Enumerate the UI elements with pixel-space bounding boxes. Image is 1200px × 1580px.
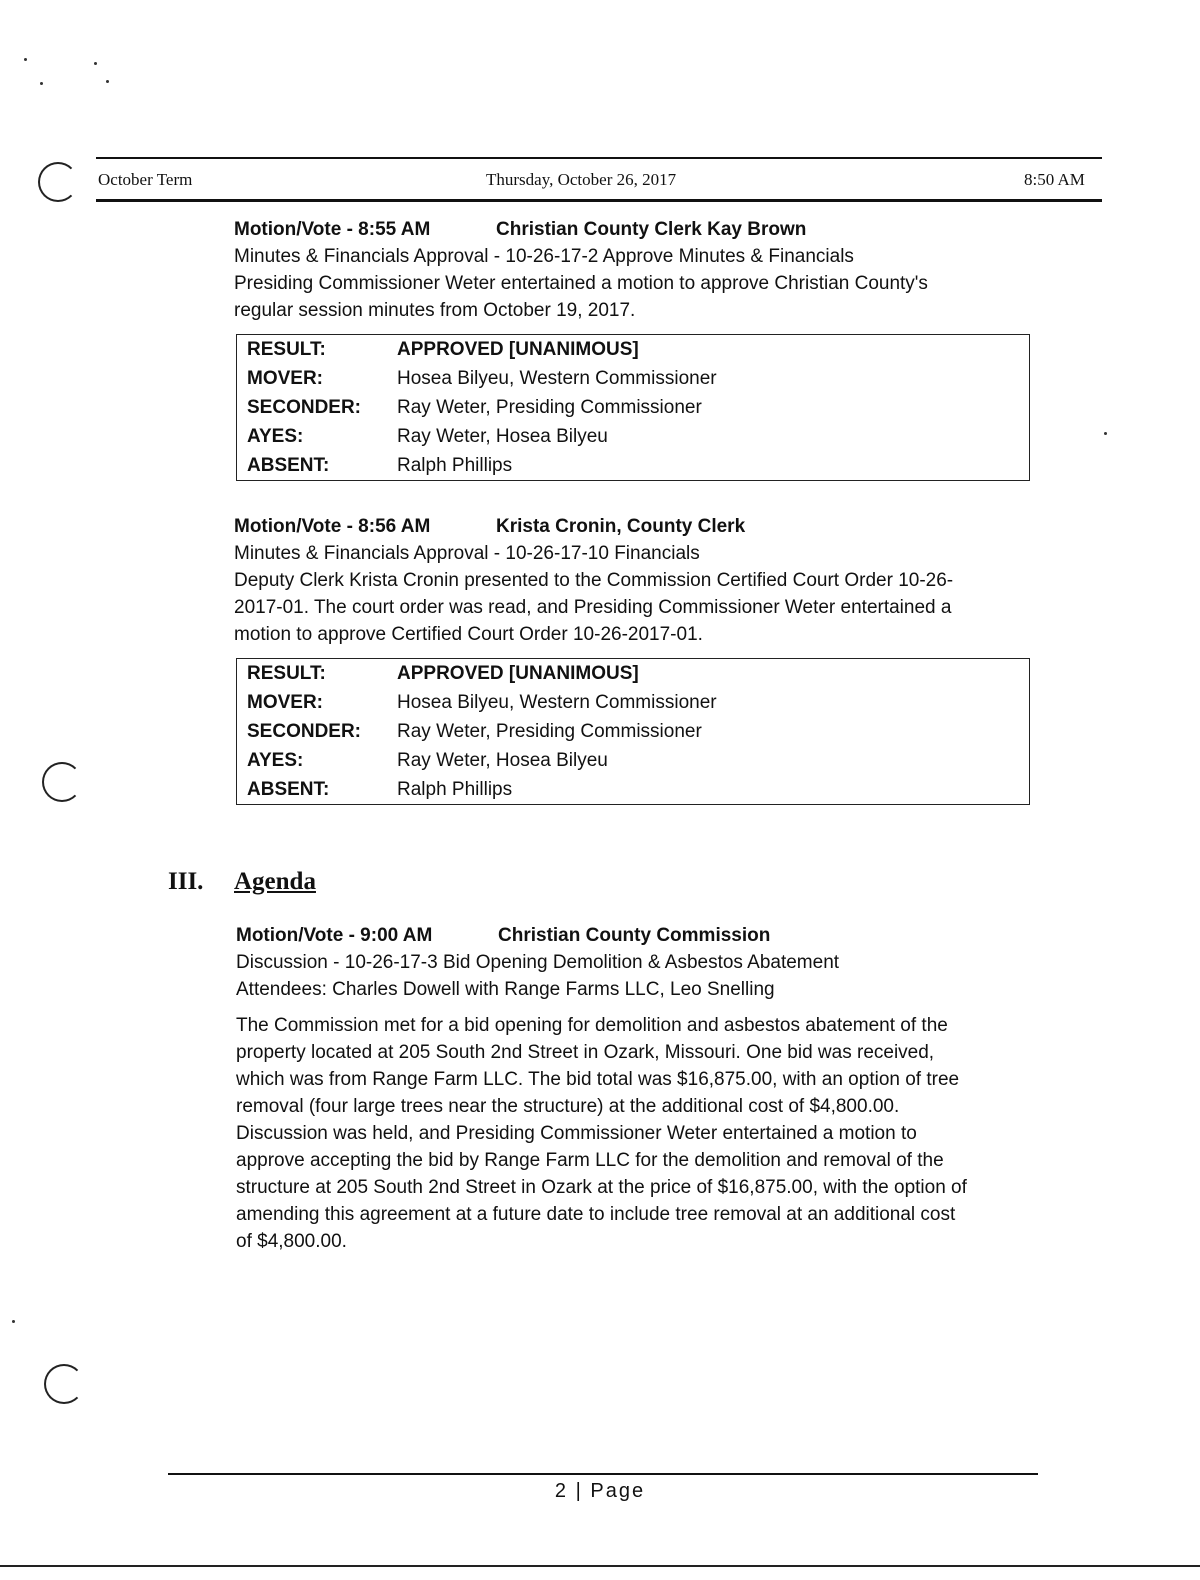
vote-ayes: Ray Weter, Hosea Bilyeu: [397, 750, 608, 771]
motion-time: Motion/Vote - 9:00 AM: [236, 925, 433, 946]
motion-time: Motion/Vote - 8:55 AM: [234, 219, 431, 240]
motion-presenter: Christian County Clerk Kay Brown: [496, 219, 807, 240]
vote-seconder: Ray Weter, Presiding Commissioner: [397, 397, 702, 418]
vote-absent: Ralph Phillips: [397, 779, 513, 800]
vote-table-2: [236, 658, 1030, 805]
paragraph-line: of $4,800.00.: [236, 1231, 347, 1252]
vote-row-absent: [237, 775, 1030, 805]
vote-label: AYES:: [247, 426, 304, 447]
header-time: 8:50 AM: [1024, 170, 1085, 189]
motion-text-line: Attendees: Charles Dowell with Range Farms LLC, Leo Snelling: [236, 979, 775, 1000]
vote-label: MOVER:: [247, 692, 323, 713]
paragraph-line: Discussion was held, and Presiding Commissioner Weter entertained a motion to: [236, 1123, 917, 1144]
paragraph-line: structure at 205 South 2nd Street in Ozark at the price of $16,875.00, with the option of: [236, 1177, 967, 1198]
header-term: October Term: [98, 170, 193, 189]
header-rule-bottom: [96, 199, 1102, 202]
scan-speck: [106, 80, 109, 83]
header-date: Thursday, October 26, 2017: [486, 170, 677, 189]
vote-row-mover: [237, 688, 1030, 717]
agenda-motion-block: [236, 922, 1036, 1003]
section-title: Agenda: [234, 868, 316, 895]
vote-mover: Hosea Bilyeu, Western Commissioner: [397, 368, 717, 389]
vote-row-seconder: [237, 393, 1030, 422]
motion-text-line: Discussion - 10-26-17-3 Bid Opening Demolition & Asbestos Abatement: [236, 952, 840, 973]
scan-speck: [12, 1320, 15, 1323]
motion-text-line: regular session minutes from October 19, 2017.: [234, 300, 636, 321]
vote-table-1: [236, 334, 1030, 481]
agenda-paragraph: [236, 1012, 1036, 1255]
motion-presenter: Christian County Commission: [498, 925, 771, 946]
vote-row-ayes: [237, 422, 1030, 451]
vote-result: APPROVED [UNANIMOUS]: [397, 663, 639, 684]
binder-hole-icon: [44, 1364, 84, 1404]
header-rule-top: [96, 157, 1102, 159]
vote-label: SECONDER:: [247, 397, 362, 418]
motion-text-line: Minutes & Financials Approval - 10-26-17-10 Financials: [234, 543, 700, 564]
scan-speck: [40, 82, 43, 85]
binder-hole-icon: [42, 762, 82, 802]
vote-absent: Ralph Phillips: [397, 455, 513, 476]
motion-presenter: Krista Cronin, County Clerk: [496, 516, 746, 537]
paragraph-line: amending this agreement at a future date to include tree removal at an additional cost: [236, 1204, 956, 1225]
vote-label: AYES:: [247, 750, 304, 771]
vote-row-ayes: [237, 746, 1030, 775]
motion-text-line: Minutes & Financials Approval - 10-26-17-2 Approve Minutes & Financials: [234, 246, 854, 267]
vote-ayes: Ray Weter, Hosea Bilyeu: [397, 426, 608, 447]
paragraph-line: which was from Range Farm LLC. The bid total was $16,875.00, with an option of tree: [236, 1069, 960, 1090]
vote-label: RESULT:: [247, 663, 326, 684]
paragraph-line: property located at 205 South 2nd Street in Ozark, Missouri. One bid was received,: [236, 1042, 935, 1063]
vote-row-seconder: [237, 717, 1030, 746]
scan-speck: [94, 62, 97, 65]
vote-result: APPROVED [UNANIMOUS]: [397, 339, 639, 360]
vote-label: SECONDER:: [247, 721, 362, 742]
section-heading: [168, 868, 316, 896]
vote-label: ABSENT:: [247, 455, 330, 476]
scan-speck: [24, 58, 27, 61]
motion-heading: [236, 922, 1036, 949]
vote-row-result: [237, 335, 1030, 365]
paragraph-line: removal (four large trees near the structure) at the additional cost of $4,800.00.: [236, 1096, 900, 1117]
vote-label: RESULT:: [247, 339, 326, 360]
motion-heading: [234, 513, 1034, 540]
vote-label: ABSENT:: [247, 779, 330, 800]
motion-heading: [234, 216, 1034, 243]
page-number: 2 | Page: [554, 1480, 646, 1502]
motion-text-line: motion to approve Certified Court Order 10-26-2017-01.: [234, 624, 703, 645]
vote-mover: Hosea Bilyeu, Western Commissioner: [397, 692, 717, 713]
section-number: III.: [168, 868, 204, 895]
motion-text-line: Presiding Commissioner Weter entertained a motion to approve Christian County's: [234, 273, 928, 294]
vote-seconder: Ray Weter, Presiding Commissioner: [397, 721, 702, 742]
vote-label: MOVER:: [247, 368, 323, 389]
vote-row-mover: [237, 364, 1030, 393]
motion-time: Motion/Vote - 8:56 AM: [234, 516, 431, 537]
motion-text-line: 2017-01. The court order was read, and Presiding Commissioner Weter entertained a: [234, 597, 952, 618]
scan-edge-line: [0, 1565, 1200, 1567]
vote-row-result: [237, 659, 1030, 689]
paragraph-line: approve accepting the bid by Range Farm LLC for the demolition and removal of the: [236, 1150, 944, 1171]
motion-block-2: [234, 513, 1034, 648]
binder-hole-icon: [38, 162, 78, 202]
footer-rule: [168, 1473, 1038, 1475]
vote-row-absent: [237, 451, 1030, 481]
motion-text-line: Deputy Clerk Krista Cronin presented to the Commission Certified Court Order 10-26-: [234, 570, 954, 591]
motion-block-1: [234, 216, 1034, 324]
paragraph-line: The Commission met for a bid opening for demolition and asbestos abatement of the: [236, 1015, 948, 1036]
scan-speck: [1104, 432, 1107, 435]
